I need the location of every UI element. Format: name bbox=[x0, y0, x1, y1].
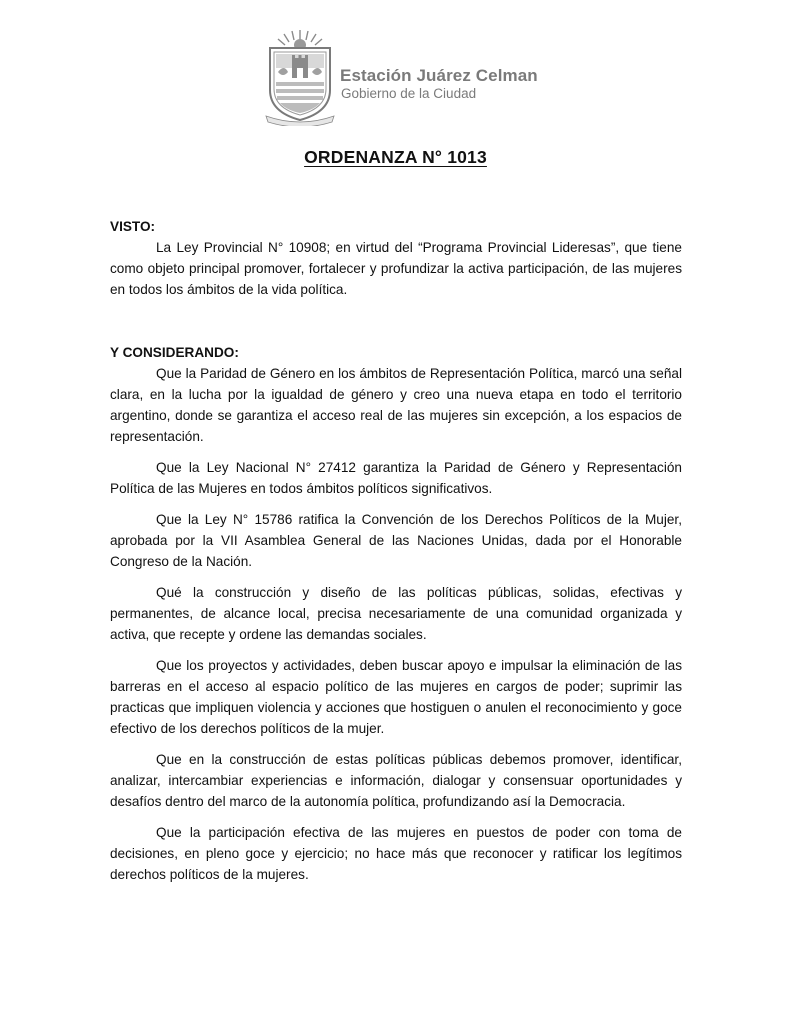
visto-heading: VISTO: bbox=[110, 219, 156, 234]
visto-paragraph: La Ley Provincial N° 10908; en virtud del “Programa Provincial Lideresas”, que tiene como objeto principal promover, fortalecer y profundizar la activa participación, de las mujeres en todos los ámbitos de la vida política. bbox=[110, 240, 682, 297]
considerando-paragraph-3: Que la Ley N° 15786 ratifica la Convención de los Derechos Políticos de la Mujer, aprobada por la VII Asamblea General de las Naciones Unidas, dada por el Honorable Congreso de la Nación. bbox=[110, 512, 682, 569]
considerando-paragraph-7: Que la participación efectiva de las mujeres en puestos de poder con toma de decisiones, en pleno goce y ejercicio; no hace más que reconocer y ratificar los legítimos derechos políticos de la mujeres. bbox=[110, 825, 682, 882]
org-name: Estación Juárez Celman bbox=[340, 66, 538, 85]
document-title: ORDENANZA N° 1013 bbox=[304, 147, 487, 167]
considerando-paragraph-4: Qué la construcción y diseño de las políticas públicas, solidas, efectivas y permanentes, de alcance local, precisa necesariamente de una comunidad organizada y activa, que recepte y ordene las demandas sociales. bbox=[110, 585, 682, 642]
considerando-paragraph-1: Que la Paridad de Género en los ámbitos de Representación Política, marcó una señal clara, en la lucha por la igualdad de género y creo una nueva etapa en todo el territorio argentino, donde se garantiza el acceso real de las mujeres sin excepción, a los espacios de representación. bbox=[110, 366, 682, 444]
considerando-paragraph-2: Que la Ley Nacional N° 27412 garantiza la Paridad de Género y Representación Política de las Mujeres en todos ámbitos políticos significativos. bbox=[110, 460, 682, 496]
considerando-paragraph-6: Que en la construcción de estas políticas públicas debemos promover, identificar, analizar, intercambiar experiencias e información, dialogar y consensuar oportunidades y desafíos dentro del marco de la autonomía política, profundizando así la Democracia. bbox=[110, 752, 682, 809]
considerando-paragraph-5: Que los proyectos y actividades, deben buscar apoyo e impulsar la eliminación de las barreras en el acceso al espacio político de las mujeres en cargos de poder; suprimir las practicas que impliquen violencia y acciones que hostiguen o anulen el reconocimiento y goce efectivo de los derechos políticos de la mujer. bbox=[110, 658, 682, 736]
org-subtitle: Gobierno de la Ciudad bbox=[341, 86, 477, 101]
municipal-crest-logo bbox=[262, 28, 338, 126]
letterhead bbox=[262, 28, 562, 128]
document-body bbox=[110, 216, 682, 885]
considerando-heading: Y CONSIDERANDO: bbox=[110, 345, 239, 360]
